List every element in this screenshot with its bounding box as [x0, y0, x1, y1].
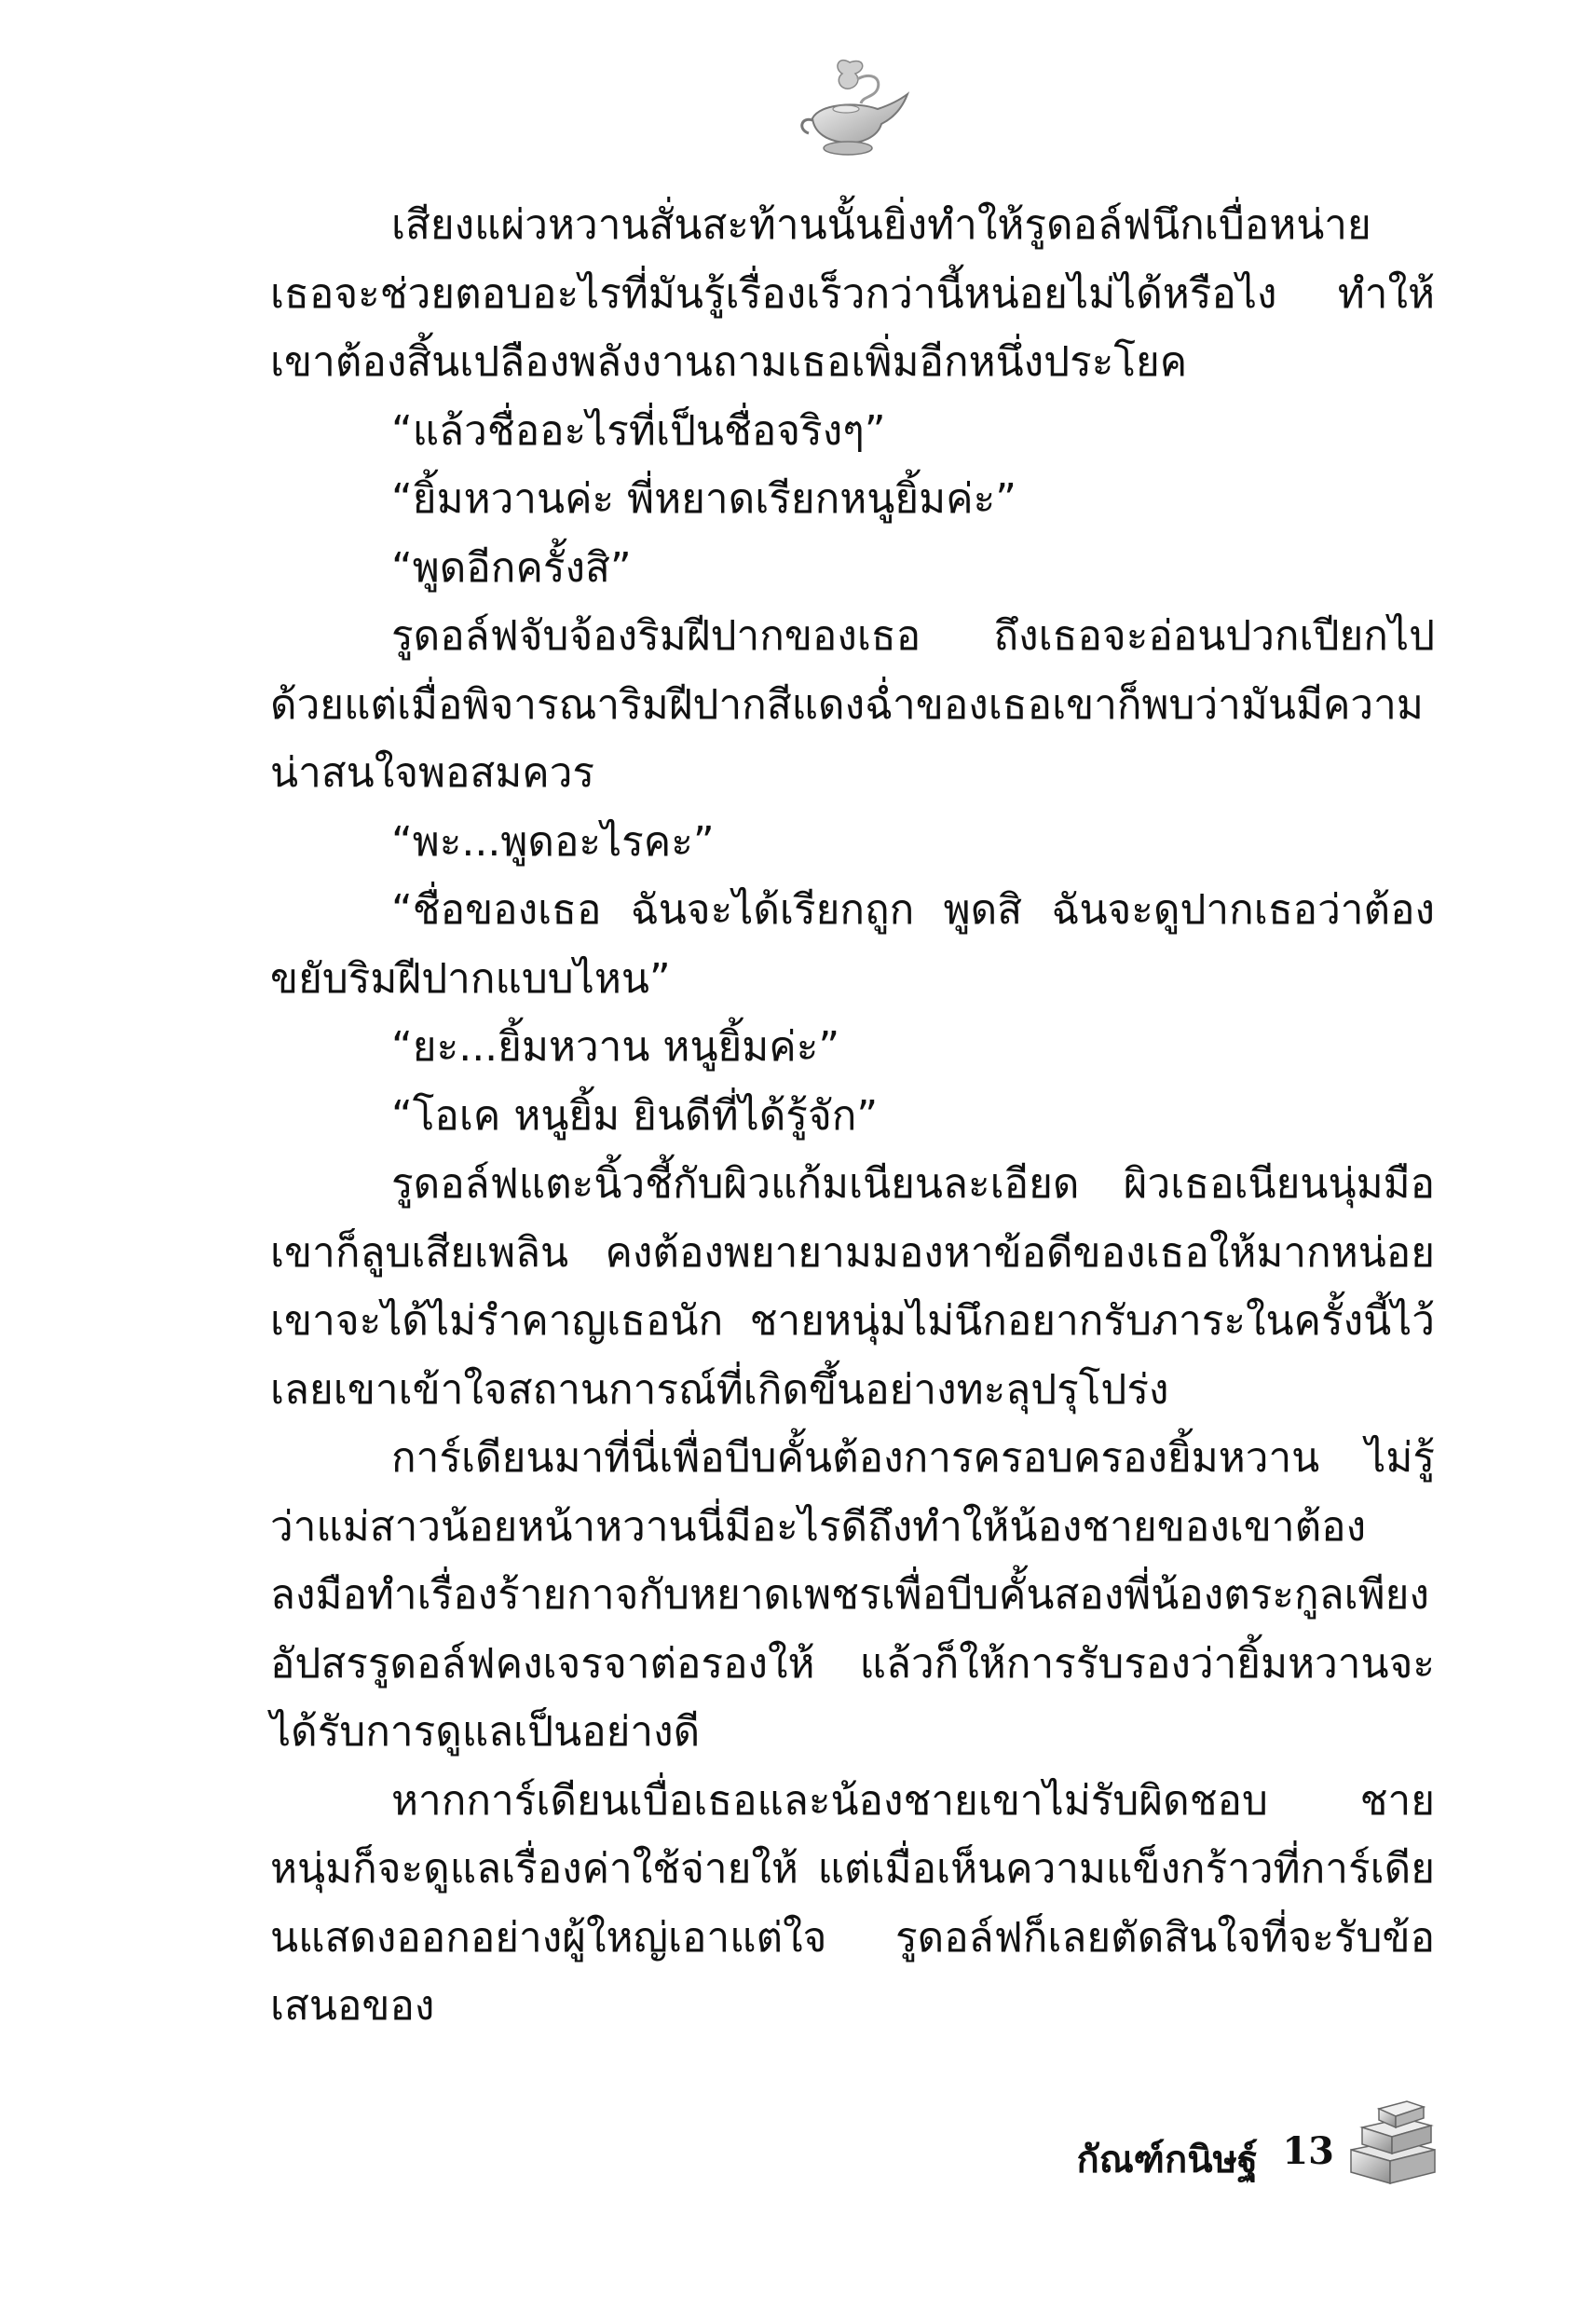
book-title: กัณฑ์กนิษฐ์ — [1076, 2138, 1258, 2181]
book-stack-icon — [1342, 2092, 1444, 2195]
paragraph: “โอเค หนูยิ้ม ยินดีที่ได้รู้จัก” — [391, 1091, 879, 1140]
paragraph: รูดอล์ฟแตะนิ้วชี้กับผิวแก้มเนียนละเอียด ผิวเธอเนียนนุ่มมือเขาก็ลูบเสียเพลิน คงต้องพยายามมองหาข้อดีของเธอให้มากหน่อยเขาจะได้ไม่รำคาญเธอนัก ชายหนุ่มไม่นึกอยากรับภาระในครั้งนี้ไว้เลยเขาเข้าใจสถานการณ์ที่เกิดขึ้นอย่างทะลุปรุโปร่ง — [270, 1160, 1435, 1414]
paragraph: “พูดอีกครั้งสิ” — [391, 543, 632, 592]
paragraph: “ชื่อของเธอ ฉันจะได้เรียกถูก พูดสิ ฉันจะดูปากเธอว่าต้องขยับริมฝีปากแบบไหน” — [270, 886, 1435, 1003]
paragraph: “พะ...พูดอะไรคะ” — [391, 817, 715, 866]
paragraph: “ยิ้มหวานค่ะ พี่หยาดเรียกหนูยิ้มค่ะ” — [391, 475, 1017, 523]
paragraph: รูดอล์ฟจับจ้องริมฝีปากของเธอ ถึงเธอจะอ่อนปวกเปียกไปด้วยแต่เมื่อพิจารณาริมฝีปากสีแดงฉ่ำของเธอเขาก็พบว่ามันมีความน่าสนใจพอสมควร — [270, 612, 1435, 797]
paragraph: หากการ์เดียนเบื่อเธอและน้องชายเขาไม่รับผิดชอบ ชายหนุ่มก็จะดูแลเรื่องค่าใช้จ่ายให้ แต่เมื่อเห็นความแข็งกร้าวที่การ์เดียนแสดงออกอย่างผู้ใหญ่เอาแต่ใจ รูดอล์ฟก็เลยตัดสินใจที่จะรับข้อเสนอของ — [270, 1776, 1435, 2030]
paragraph: เสียงแผ่วหวานสั่นสะท้านนั้นยิ่งทำให้รูดอล์ฟนึกเบื่อหน่าย เธอจะช่วยตอบอะไรที่มันรู้เรื่องเร็วกว่านี้หน่อยไม่ได้หรือไง ทำให้เขาต้องสิ้นเปลืองพลังงานถามเธอเพิ่มอีกหนึ่งประโยค — [270, 201, 1435, 386]
paragraph: การ์เดียนมาที่นี่เพื่อบีบคั้นต้องการครอบครองยิ้มหวาน ไม่รู้ว่าแม่สาวน้อยหน้าหวานนี่มีอะไรดีถึงทำให้น้องชายของเขาต้องลงมือทำเรื่องร้ายกาจกับหยาดเพชรเพื่อบีบคั้นสองพี่น้องตระกูลเพียงอัปสรรูดอล์ฟคงเจรจาต่อรองให้ แล้วก็ให้การรับรองว่ายิ้มหวานจะได้รับการดูแลเป็นอย่างดี — [270, 1434, 1435, 1756]
page-number: 13 — [1282, 2129, 1334, 2173]
genie-lamp-icon — [792, 51, 913, 163]
page-footer — [1053, 2092, 1444, 2204]
paragraph: “ยะ...ยิ้มหวาน หนูยิ้มค่ะ” — [391, 1023, 840, 1071]
paragraph: “แล้วชื่ออะไรที่เป็นชื่อจริงๆ” — [391, 406, 886, 455]
chapter-body-text — [270, 191, 1435, 2041]
